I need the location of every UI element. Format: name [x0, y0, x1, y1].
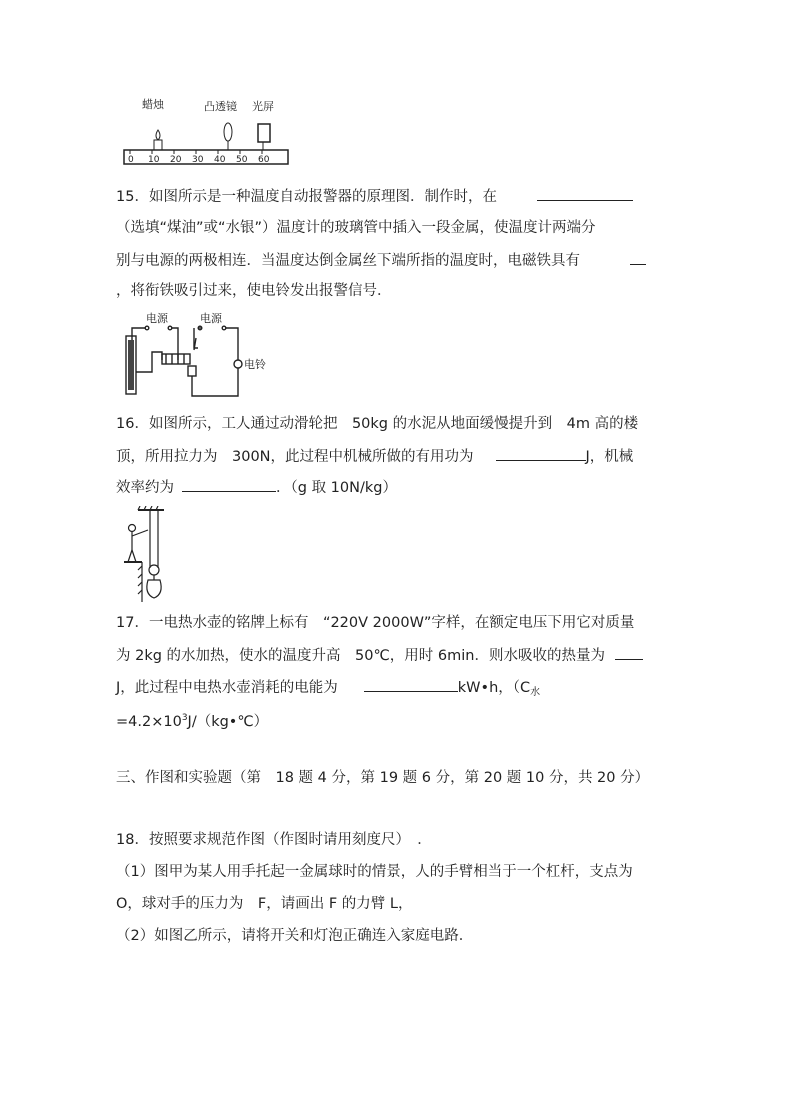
- section-3-header: 三、作图和实验题（第 18 题 4 分，第 19 题 6 分，第 20 题 10 分，共 20 分）: [116, 770, 650, 786]
- q18-line4: （2）如图乙所示，请将开关和灯泡正确连入家庭电路．: [116, 928, 474, 944]
- lens-label: 凸透镜: [204, 100, 237, 113]
- q16-line2: 顶，所用拉力为 300N，此过程中机械所做的有用功为 J，机械: [116, 446, 633, 467]
- svg-text:0: 0: [128, 155, 134, 165]
- screen-label: 光屏: [252, 100, 274, 113]
- q16-blank1[interactable]: [496, 446, 586, 461]
- optical-bench-figure: [122, 96, 290, 166]
- q16-blank2[interactable]: [182, 477, 276, 492]
- q15-line1: 15．如图所示是一种温度自动报警器的原理图．制作时，在: [116, 186, 633, 207]
- q17-line1: 17．一电热水壶的铭牌上标有 “220V 2000W”字样，在额定电压下用它对质量: [116, 615, 635, 631]
- power2-label: 电源: [200, 312, 222, 325]
- q17-line2: 为 2kg 的水加热，使水的温度升高 50℃，用时 6min．则水吸收的热量为: [116, 645, 643, 666]
- screen-shape: [258, 124, 270, 150]
- svg-text:50: 50: [236, 155, 248, 165]
- q15-line4: ，将衔铁吸引过来，使电铃发出报警信号．: [116, 283, 392, 299]
- q15-blank2[interactable]: [630, 250, 646, 265]
- pulley-figure: [120, 506, 170, 604]
- svg-text:60: 60: [258, 155, 270, 165]
- q18-line2: （1）图甲为某人用手托起一金属球时的情景，人的手臂相当于一个杠杆，支点为: [116, 864, 633, 880]
- candle-shape: [154, 130, 162, 150]
- svg-text:30: 30: [192, 155, 204, 165]
- q18-line3: O，球对手的压力为 F，请画出 F 的力臂 L，: [116, 896, 413, 912]
- q15-line3: 别与电源的两极相连．当温度达倒金属丝下端所指的温度时，电磁铁具有: [116, 250, 646, 271]
- bell-label: 电铃: [244, 358, 266, 371]
- q17-line4: $=4.2\times 10^3J/(kg•℃)$: [116, 713, 269, 730]
- q17-blank1[interactable]: [615, 645, 643, 660]
- q16-line1: 16．如图所示，工人通过动滑轮把 50kg 的水泥从地面缓慢提升到 4m 高的楼: [116, 416, 639, 432]
- q17-blank2[interactable]: [364, 677, 458, 692]
- cement-bag: [147, 580, 161, 598]
- q17-line3: J，此过程中电热水壶消耗的电能为 kW•h，（$C_水$: [116, 677, 540, 703]
- bell-icon: [234, 360, 242, 368]
- pulley-wheel: [149, 565, 159, 575]
- q15-blank1[interactable]: [537, 186, 633, 201]
- q16-line3: 效率约为 ．（g 取 10N/kg）: [116, 477, 397, 498]
- lens-shape: [224, 123, 232, 150]
- svg-text:20: 20: [170, 155, 182, 165]
- svg-text:40: 40: [214, 155, 226, 165]
- svg-text:10: 10: [148, 155, 160, 165]
- candle-label: 蜡烛: [142, 98, 164, 111]
- alarm-circuit-figure: [116, 310, 306, 402]
- power1-label: 电源: [146, 312, 168, 325]
- q18-line1: 18．按照要求规范作图（作图时请用刻度尺） ．: [116, 832, 432, 848]
- q15-line2: （选填“煤油”或“水银”）温度计的玻璃管中插入一段金属，使温度计两端分: [116, 220, 596, 236]
